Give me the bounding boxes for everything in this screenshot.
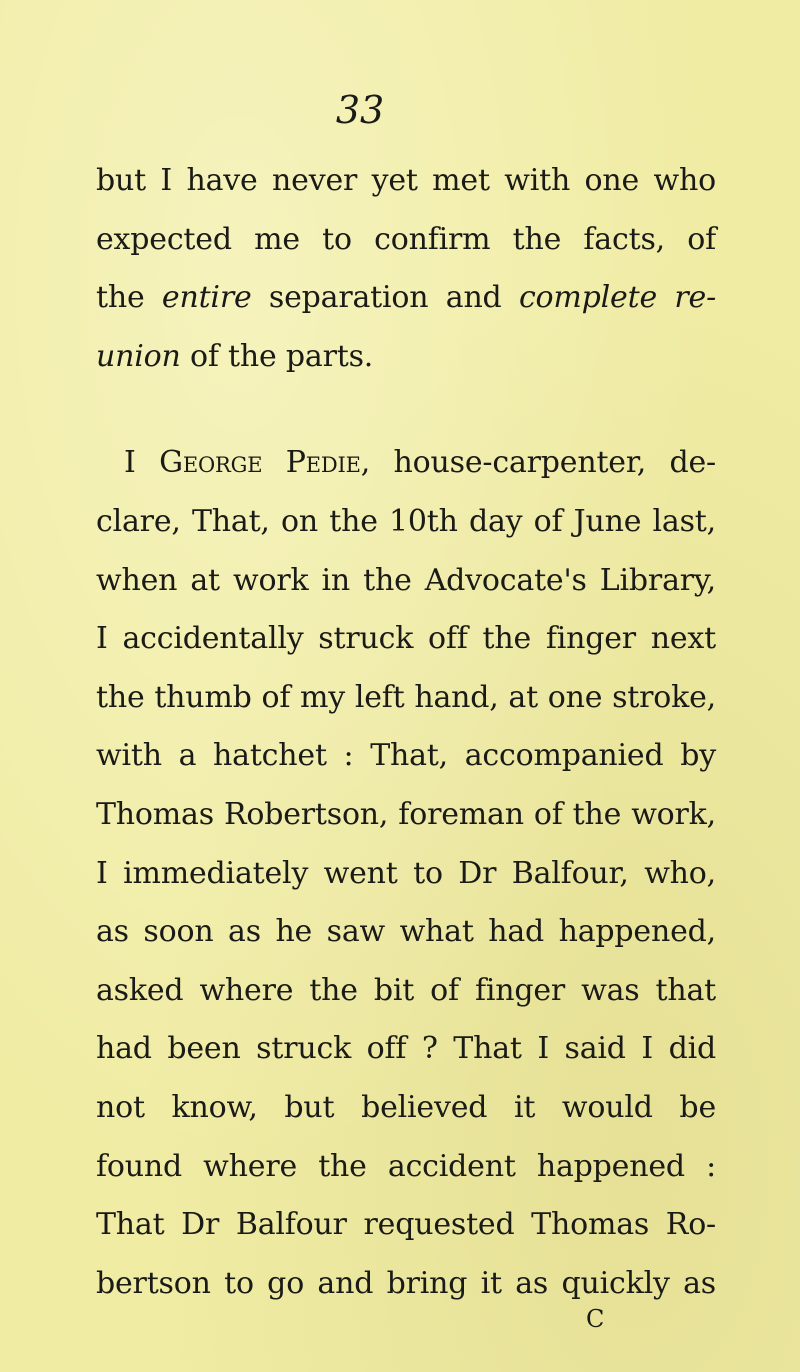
emphasis: union <box>96 338 181 374</box>
signature-mark: C <box>586 1305 605 1333</box>
page-number: 33 <box>335 88 385 132</box>
text-line: union of the parts. <box>96 338 374 374</box>
text-line: found where the accident happened : <box>96 1148 716 1184</box>
paragraph-gap <box>96 386 716 434</box>
text-line: had been struck off ? That I said I did <box>96 1031 716 1067</box>
text-line: asked where the bit of finger was that <box>96 972 716 1008</box>
text-line: bertson to go and bring it as quickly as <box>96 1265 716 1301</box>
text-line: but I have never yet met with one who <box>96 163 716 198</box>
text-line: as soon as he saw what had happened, <box>96 914 716 950</box>
text-line: with a hatchet : That, accompanied by <box>96 738 716 774</box>
text-line: the entire separation and complete re- <box>96 280 717 316</box>
text-line: not know, but believed it would be <box>96 1089 716 1125</box>
text-line: the thumb of my left hand, at one stroke, <box>96 679 716 715</box>
text-line: I accidentally struck off the finger next <box>96 621 716 657</box>
text-line: Thomas Robertson, foreman of the work, <box>96 796 716 832</box>
emphasis: complete re- <box>518 280 717 316</box>
body-text <box>96 152 716 1313</box>
paragraph-2 <box>96 434 716 1313</box>
text-line: I immediately went to Dr Balfour, who, <box>96 855 716 891</box>
paragraph-1 <box>96 152 716 386</box>
text-line: I George Pedie, house-carpenter, de- <box>124 445 716 481</box>
emphasis: entire <box>161 280 252 316</box>
text-line: expected me to confirm the facts, of <box>96 221 716 257</box>
text-line: That Dr Balfour requested Thomas Ro- <box>96 1207 716 1243</box>
declarant-name: George Pedie <box>159 445 361 481</box>
text-line: clare, That, on the 10th day of June last, <box>96 503 716 539</box>
text-line: when at work in the Advocate's Library, <box>96 562 716 598</box>
